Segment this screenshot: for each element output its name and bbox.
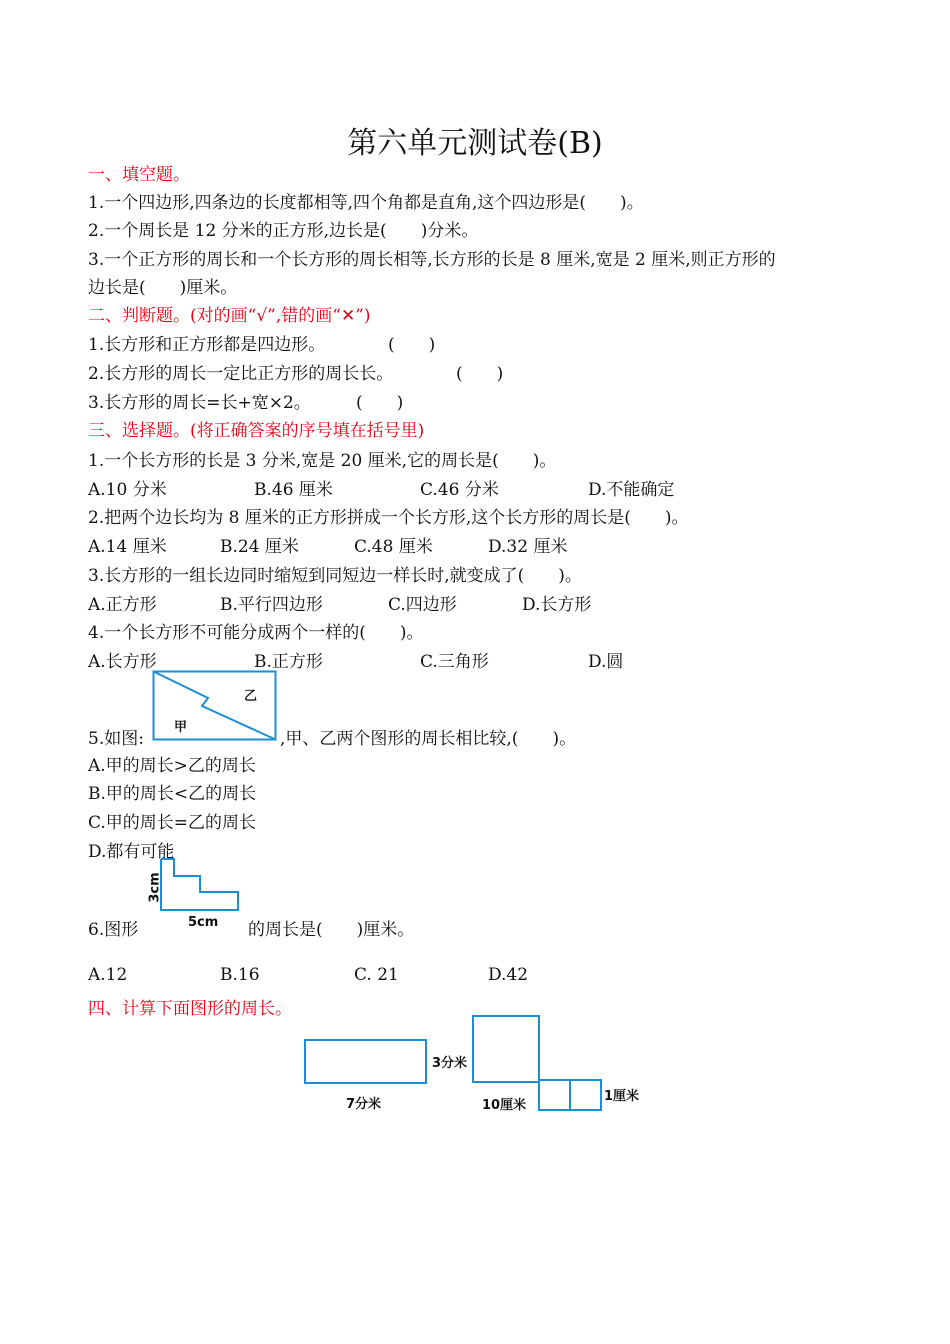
choice-5-option-b: B.甲的周长<乙的周长 — [88, 784, 257, 804]
staircase-outline — [161, 859, 238, 910]
choice-3-option-c: C.四边形 — [388, 595, 457, 615]
choice-4-option-a: A.长方形 — [88, 652, 157, 672]
label-jia: 甲 — [174, 720, 188, 735]
zigzag-divider — [154, 672, 276, 740]
choice-question-2: 2.把两个边长均为 8 厘米的正方形拼成一个长方形,这个长方形的周长是( )。 — [88, 508, 689, 528]
choice-question-5-suffix: ,甲、乙两个图形的周长相比较,( )。 — [280, 729, 577, 749]
choice-1-option-b: B.46 厘米 — [254, 480, 333, 500]
choice-4-option-b: B.正方形 — [254, 652, 323, 672]
choice-question-4: 4.一个长方形不可能分成两个一样的( )。 — [88, 623, 424, 643]
choice-1-option-c: C.46 分米 — [420, 480, 499, 500]
choice-2-option-d: D.32 厘米 — [488, 537, 568, 557]
choice-6-option-d: D.42 — [488, 965, 529, 985]
choice-6-option-a: A.12 — [88, 965, 128, 985]
choice-1-option-a: A.10 分米 — [88, 480, 167, 500]
split-rectangle-figure — [152, 670, 278, 742]
label-width-5cm: 5cm — [188, 915, 219, 930]
section-heading-calc: 四、计算下面图形的周长。 — [88, 999, 292, 1019]
choice-6-option-c: C. 21 — [354, 965, 399, 985]
choice-5-option-a: A.甲的周长>乙的周长 — [88, 756, 256, 776]
judge-question-1: 1.长方形和正方形都是四边形。 — [88, 335, 326, 355]
section-heading-fill: 一、填空题。 — [88, 165, 190, 185]
rectangle-outline — [154, 672, 276, 740]
fill-question-3-line-2: 边长是( )厘米。 — [88, 278, 238, 298]
choice-3-option-d: D.长方形 — [522, 595, 592, 615]
staircase-figure — [160, 858, 242, 914]
choice-question-6-prefix: 6.图形 — [88, 920, 139, 940]
choice-5-option-c: C.甲的周长=乙的周长 — [88, 813, 257, 833]
fill-question-2: 2.一个周长是 12 分米的正方形,边长是( )分米。 — [88, 221, 479, 241]
rectangle-7dm-outline — [305, 1040, 426, 1083]
choice-question-5-prefix: 5.如图: — [88, 729, 144, 749]
choice-2-option-c: C.48 厘米 — [354, 537, 433, 557]
choice-4-option-c: C.三角形 — [420, 652, 489, 672]
label-height-3cm: 3cm — [147, 872, 163, 903]
choice-6-option-b: B.16 — [220, 965, 260, 985]
label-1cm: 1厘米 — [604, 1089, 640, 1104]
label-yi: 乙 — [244, 689, 258, 704]
choice-question-1: 1.一个长方形的长是 3 分米,宽是 20 厘米,它的周长是( )。 — [88, 451, 557, 471]
choice-2-option-b: B.24 厘米 — [220, 537, 299, 557]
page-title: 第六单元测试卷(B) — [347, 126, 603, 161]
choice-question-6-suffix: 的周长是( )厘米。 — [248, 920, 415, 940]
label-3dm: 3分米 — [432, 1056, 468, 1071]
large-square-outline — [473, 1016, 539, 1082]
choice-3-option-b: B.平行四边形 — [220, 595, 323, 615]
judge-question-2: 2.长方形的周长一定比正方形的周长长。 — [88, 364, 394, 384]
choice-question-3: 3.长方形的一组长边同时缩短到同短边一样长时,就变成了( )。 — [88, 566, 582, 586]
section-heading-judge: 二、判断题。(对的画“√”,错的画“✕”) — [88, 306, 371, 326]
fill-question-3-line-1: 3.一个正方形的周长和一个长方形的周长相等,长方形的长是 8 厘米,宽是 2 厘米,则正方形的 — [88, 250, 776, 270]
judge-answer-blank-3: ( ) — [356, 393, 404, 413]
label-10cm: 10厘米 — [482, 1098, 527, 1113]
judge-answer-blank-2: ( ) — [456, 364, 504, 384]
rectangle-7dm-figure — [304, 1039, 428, 1085]
choice-5-option-d: D.都有可能 — [88, 842, 175, 862]
judge-question-3: 3.长方形的周长=长+宽×2。 — [88, 393, 311, 413]
fill-question-1: 1.一个四边形,四条边的长度都相等,四个角都是直角,这个四边形是( )。 — [88, 193, 644, 213]
choice-4-option-d: D.圆 — [588, 652, 624, 672]
choice-2-option-a: A.14 厘米 — [88, 537, 167, 557]
label-7dm: 7分米 — [346, 1097, 382, 1112]
choice-3-option-a: A.正方形 — [88, 595, 157, 615]
section-heading-choice: 三、选择题。(将正确答案的序号填在括号里) — [88, 421, 425, 441]
choice-1-option-d: D.不能确定 — [588, 480, 675, 500]
judge-answer-blank-1: ( ) — [388, 335, 436, 355]
